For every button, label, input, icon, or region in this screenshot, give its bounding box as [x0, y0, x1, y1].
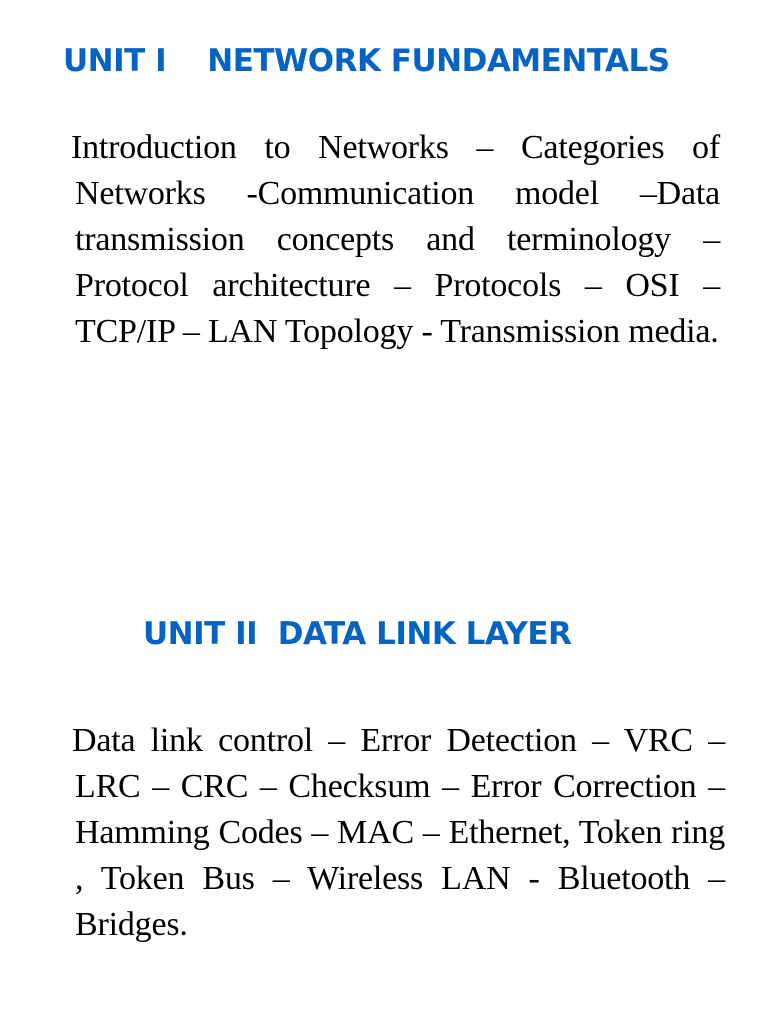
unit-one-heading: UNIT I NETWORK FUNDAMENTALS: [63, 43, 670, 79]
unit-one-description: Introduction to Networks – Categories of Networks -Communication model –Data transmission concepts and terminology – Protocol architecture – Protocols – OSI – TCP/IP – LAN Topology - Transmission media.: [71, 129, 720, 350]
unit-two-heading: UNIT II DATA LINK LAYER: [143, 616, 572, 652]
unit-two-description: Data link control – Error Detection – VRC – LRC – CRC – Checksum – Error Correction – Hamming Codes – MAC – Ethernet, Token ring , Token Bus – Wireless LAN - Bluetooth – Bridges.: [72, 722, 725, 943]
